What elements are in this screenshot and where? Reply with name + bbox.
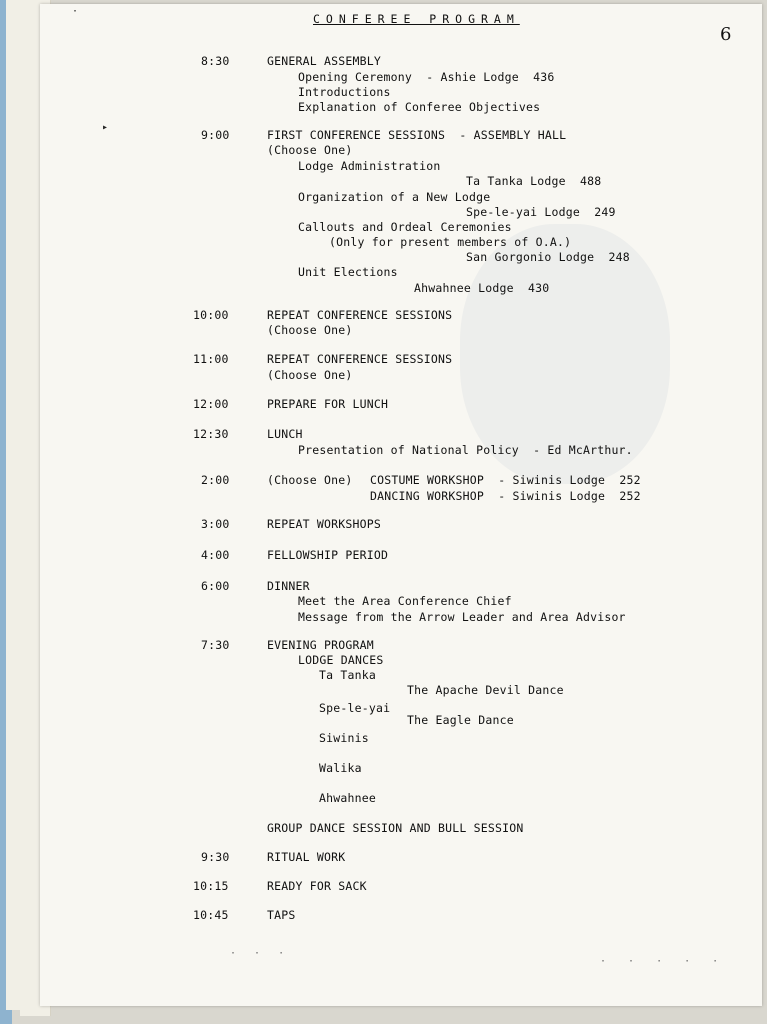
event-heading: EVENING PROGRAM [267,638,374,652]
time-label: 8:30 [201,54,230,68]
event-item: (Choose One) [267,323,353,337]
ink-mark: ▸ [102,122,109,133]
event-heading: REPEAT CONFERENCE SESSIONS [267,352,453,366]
event-item: Lodge Administration [298,159,441,173]
event-heading: GENERAL ASSEMBLY [267,54,381,68]
event-heading: REPEAT CONFERENCE SESSIONS [267,308,453,322]
time-label: 10:00 [193,308,229,322]
event-heading: LODGE DANCES [298,653,384,667]
lodge-name: San Gorgonio Lodge 248 [466,250,630,264]
lodge-dance: Ta Tanka [319,668,376,682]
event-heading: LUNCH [267,427,303,441]
event-item: (Choose One) [267,143,353,157]
event-heading: FELLOWSHIP PERIOD [267,548,389,562]
event-item: Organization of a New Lodge [298,190,491,204]
time-label: 9:30 [201,850,230,864]
event-item: Unit Elections [298,265,398,279]
ink-speckle: · · · · · [600,956,727,967]
time-label: 3:00 [201,517,230,531]
event-heading: REPEAT WORKSHOPS [267,517,381,531]
time-label: 4:00 [201,548,230,562]
event-item: Message from the Arrow Leader and Area Advisor [298,610,626,624]
time-label: 12:30 [193,427,229,441]
dance-title: The Apache Devil Dance [407,683,564,697]
event-item: Callouts and Ordeal Ceremonies [298,220,512,234]
event-item: Introductions [298,85,391,99]
event-heading: DANCING WORKSHOP - Siwinis Lodge 252 [370,489,641,503]
ink-mark: · [72,6,79,17]
event-heading: COSTUME WORKSHOP - Siwinis Lodge 252 [370,473,641,487]
event-item: Opening Ceremony - Ashie Lodge 436 [298,70,555,84]
time-label: 6:00 [201,579,230,593]
event-item: Explanation of Conferee Objectives [298,100,541,114]
event-heading: TAPS [267,908,296,922]
event-heading: READY FOR SACK [267,879,367,893]
lodge-dance: Spe-le-yai [319,701,391,715]
event-item: (Choose One) [267,368,353,382]
event-heading: GROUP DANCE SESSION AND BULL SESSION [267,821,524,835]
time-label: 2:00 [201,473,230,487]
time-label: 7:30 [201,638,230,652]
event-heading: DINNER [267,579,310,593]
lodge-name: Ta Tanka Lodge 488 [466,174,602,188]
lodge-dance: Ahwahnee [319,791,376,805]
time-label: 10:45 [193,908,229,922]
lodge-dance: Siwinis [319,731,369,745]
page-number: 6 [720,24,732,45]
page-title: CONFEREE PROGRAM [313,12,520,26]
ink-speckle: · · · [230,948,291,959]
event-item: Meet the Area Conference Chief [298,594,512,608]
time-label: 10:15 [193,879,229,893]
event-heading: PREPARE FOR LUNCH [267,397,389,411]
event-heading: RITUAL WORK [267,850,346,864]
lodge-dance: Walika [319,761,362,775]
event-item: (Choose One) [267,473,353,487]
time-label: 11:00 [193,352,229,366]
lodge-name: Ahwahnee Lodge 430 [414,281,550,295]
document-page [40,4,762,1006]
event-note: (Only for present members of O.A.) [329,235,572,249]
lodge-name: Spe-le-yai Lodge 249 [466,205,616,219]
time-label: 9:00 [201,128,230,142]
time-label: 12:00 [193,397,229,411]
event-item: Presentation of National Policy - Ed McArthur. [298,443,633,457]
event-heading: FIRST CONFERENCE SESSIONS - ASSEMBLY HALL [267,128,567,142]
dance-title: The Eagle Dance [407,713,514,727]
